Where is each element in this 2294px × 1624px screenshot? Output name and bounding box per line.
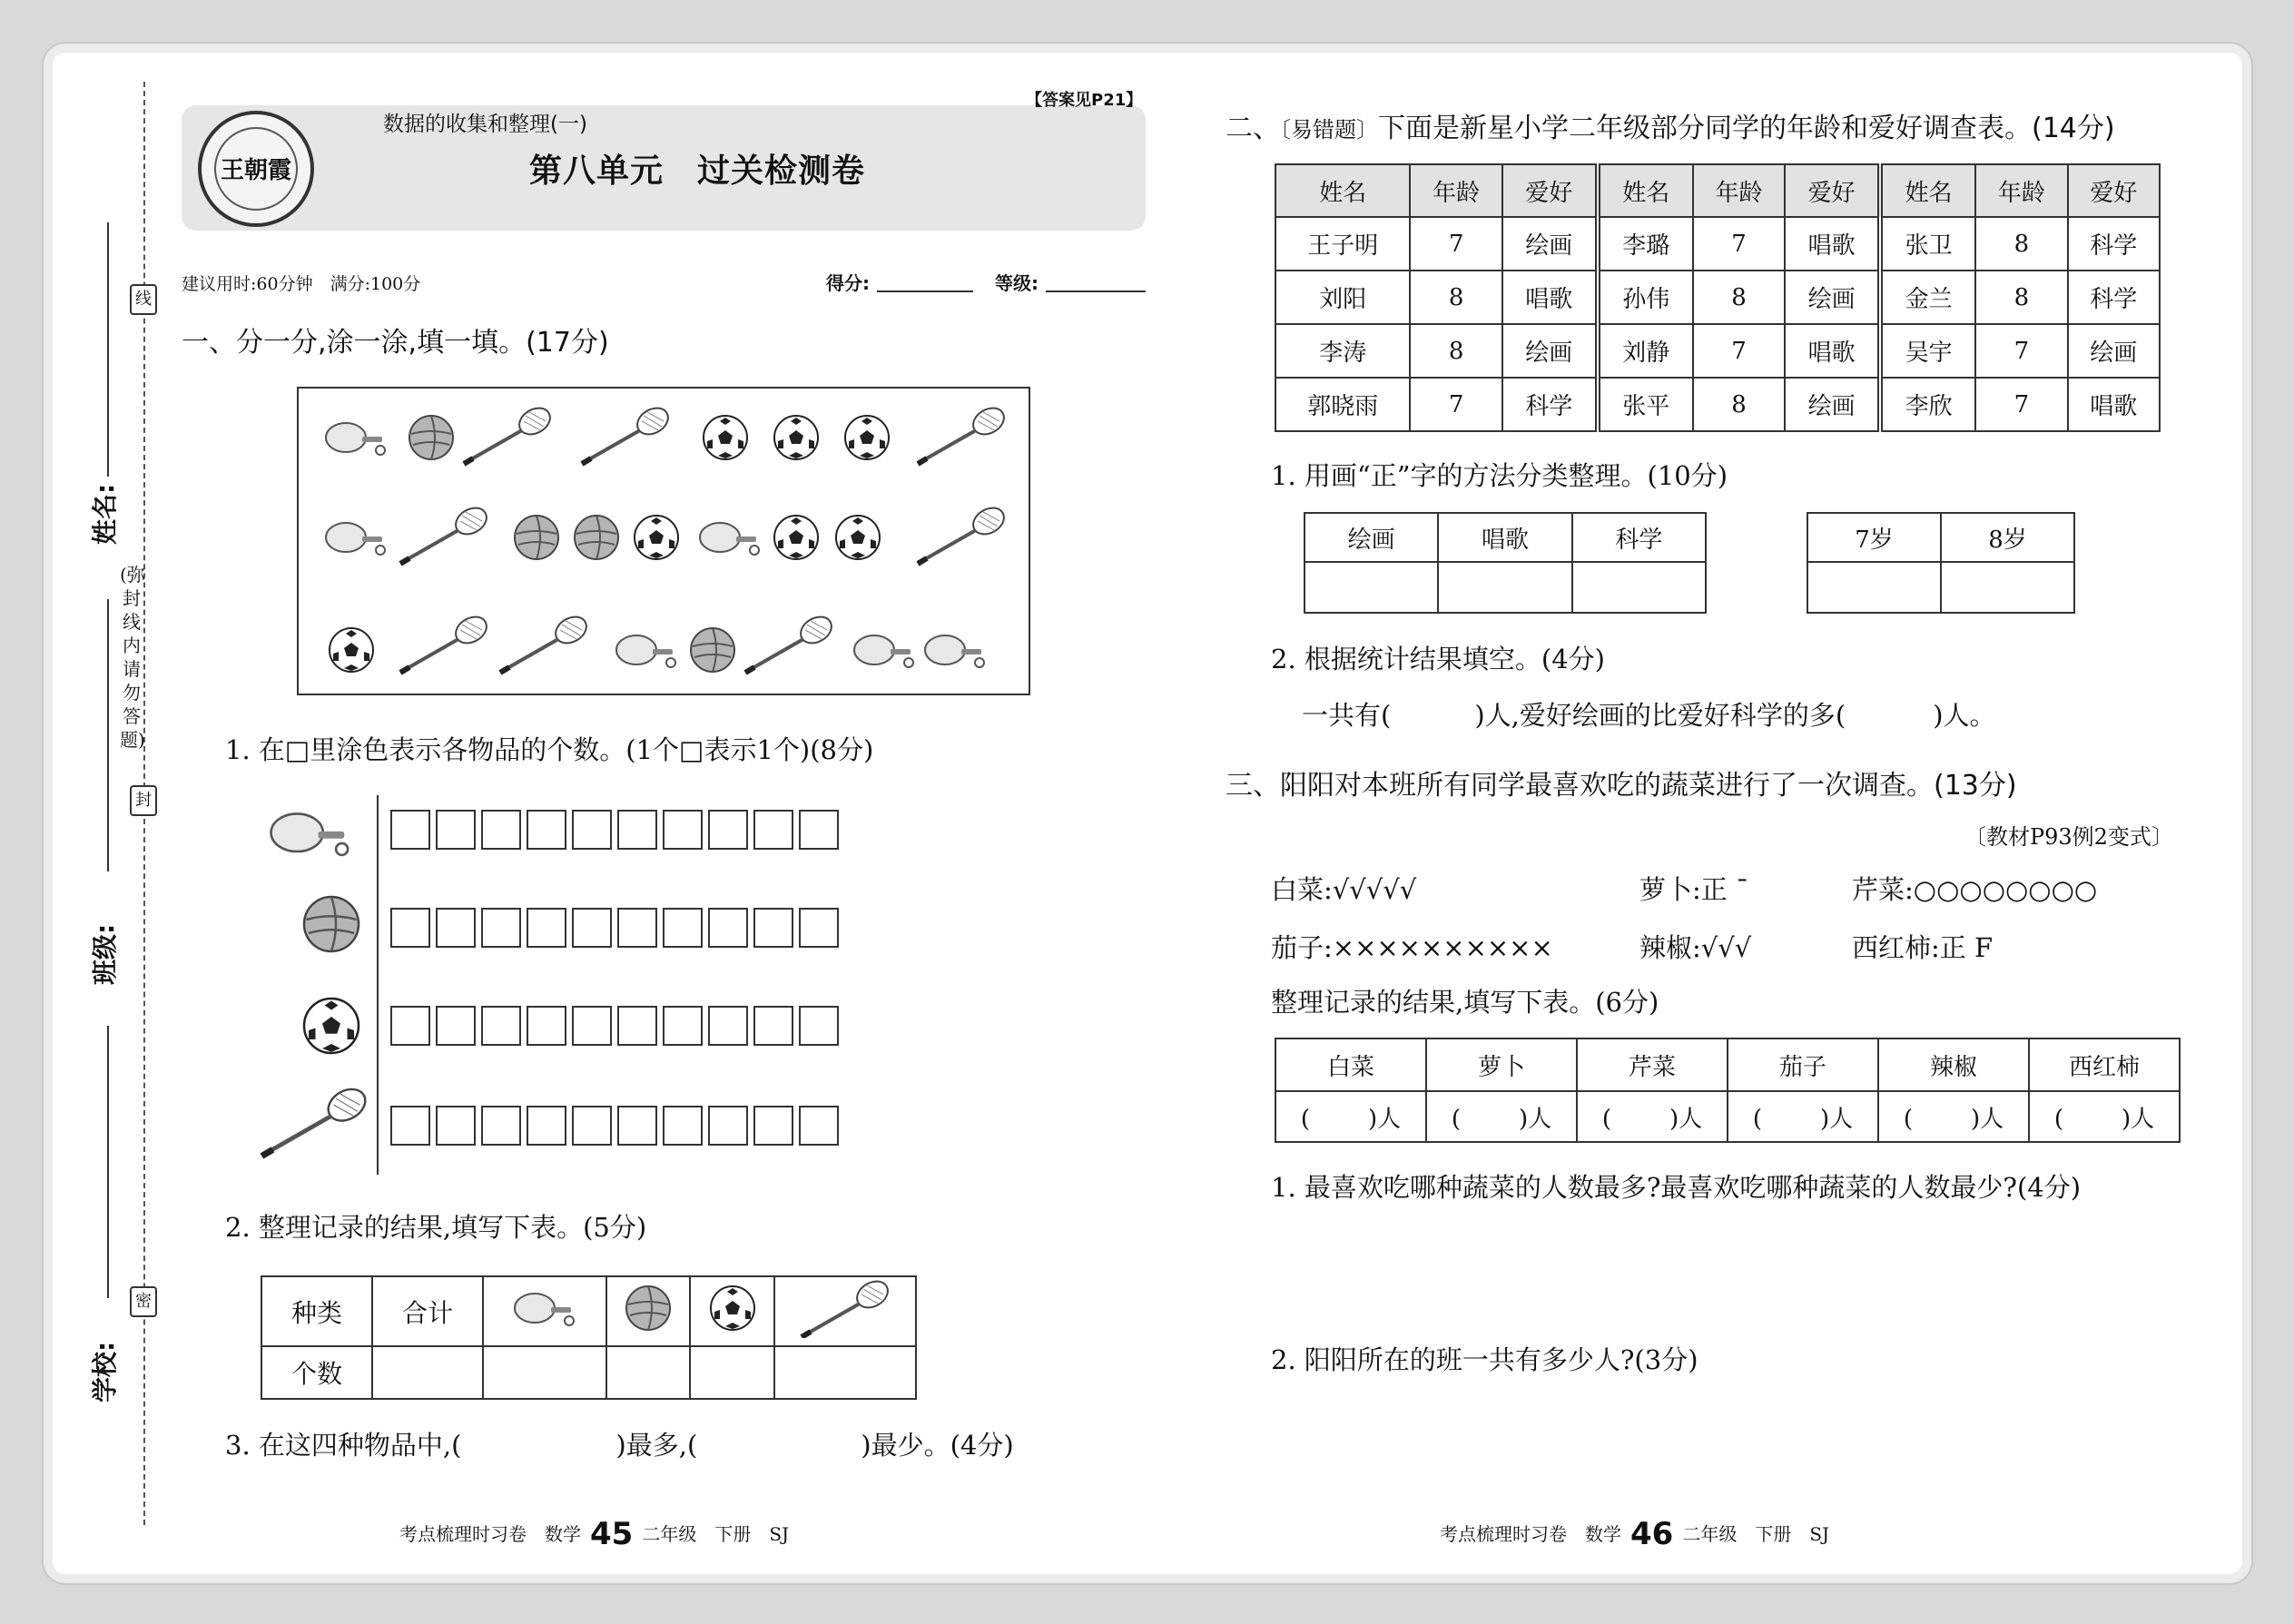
student-hobby: 绘画 — [1785, 378, 1880, 431]
hobby-science-header: 科学 — [1572, 513, 1706, 562]
dense-mark: 密 — [130, 1286, 157, 1317]
tally-box[interactable] — [390, 810, 430, 850]
total-header: 合计 — [372, 1276, 483, 1346]
class-write-line — [107, 599, 109, 871]
veg-label: 西红柿: — [1852, 932, 1940, 963]
answer-reference: 【答案见P21】 — [1026, 91, 1143, 110]
count-cell-badminton[interactable] — [774, 1346, 916, 1399]
veg-tomato-header: 西红柿 — [2029, 1038, 2180, 1091]
col-name: 姓名 — [1880, 164, 1975, 217]
tally-cell-age-8[interactable] — [1941, 562, 2074, 613]
vegetable-count-table — [1275, 1038, 2181, 1143]
badminton-header — [774, 1276, 916, 1346]
count-cell-soccer[interactable] — [690, 1346, 774, 1399]
veg-label: 萝卜: — [1639, 874, 1701, 905]
tally-box[interactable] — [799, 1006, 839, 1046]
student-age: 7 — [1975, 324, 2067, 378]
s2-question-1: 1. 用画“正”字的方法分类整理。(10分) — [1271, 460, 1728, 491]
tally-box[interactable] — [527, 908, 566, 948]
count-input-cell[interactable] — [2029, 1091, 2180, 1142]
school-label: 学校: — [90, 1341, 120, 1403]
age-hobby-survey-table — [1275, 163, 2161, 432]
items-picture — [299, 389, 1029, 694]
veg-label: 茄子: — [1271, 932, 1333, 963]
student-name: 金兰 — [1880, 271, 1975, 324]
tally-box[interactable] — [481, 810, 521, 850]
pingpong-paddle-icon — [504, 1286, 586, 1330]
table-row — [1275, 217, 2160, 271]
q3-part-a: 3. 在这四种物品中,( — [225, 1430, 462, 1461]
badminton-racket-icon — [798, 1278, 892, 1338]
veg-label: 白菜: — [1271, 874, 1333, 905]
student-age: 8 — [1975, 217, 2067, 271]
table-row — [1275, 271, 2160, 324]
right-footer — [1440, 1516, 1829, 1552]
paren-close-unit: )人 — [1368, 1105, 1402, 1133]
tally-marks: 正 ¯ — [1700, 874, 1749, 905]
student-hobby: 科学 — [2068, 271, 2160, 324]
q3-part-b: )最多,( — [615, 1430, 698, 1461]
pingpong-header — [483, 1276, 606, 1346]
tally-box[interactable] — [753, 1006, 793, 1046]
soccer-ball-icon — [296, 995, 369, 1058]
name-write-line — [107, 222, 109, 477]
textbook-source: 〔教材P93例2变式〕 — [1964, 824, 2173, 850]
count-input-cell[interactable] — [1878, 1091, 2029, 1142]
pictograph-axis — [377, 795, 379, 1175]
paren-open: ( — [1752, 1105, 1762, 1133]
time-score-info: 建议用时:60分钟 满分:100分 — [182, 274, 421, 294]
fill-part-c: )人。 — [1933, 700, 1996, 731]
student-name: 李涛 — [1275, 324, 1410, 378]
s1-question-1: 1. 在□里涂色表示各物品的个数。(1个□表示1个)(8分) — [225, 734, 874, 765]
tally-cell-science[interactable] — [1572, 562, 1706, 613]
col-age: 年龄 — [1693, 164, 1785, 217]
item-count-table — [261, 1275, 917, 1400]
student-hobby: 唱歌 — [2068, 378, 2160, 431]
tally-box[interactable] — [708, 1106, 748, 1146]
tally-box[interactable] — [617, 810, 657, 850]
fill-part-b: )人,爱好绘画的比爱好科学的多( — [1474, 700, 1846, 731]
basketball-tally-boxes — [390, 908, 839, 948]
tally-marks: ○○○○○○○○ — [1913, 874, 2098, 905]
unit-subtitle: 数据的收集和整理(一) — [383, 113, 587, 136]
hobby-painting-header: 绘画 — [1305, 513, 1438, 562]
student-age: 7 — [1693, 217, 1785, 271]
footer-suffix: 二年级 下册 SJ — [1682, 1523, 1830, 1545]
seal-note: (弥封线内请勿答题) — [120, 564, 145, 751]
tally-box[interactable] — [708, 1006, 748, 1046]
tally-box[interactable] — [799, 1106, 839, 1146]
tally-box[interactable] — [436, 1106, 476, 1146]
paren-close-unit: )人 — [1971, 1105, 2004, 1133]
type-header: 种类 — [261, 1276, 372, 1346]
age-8-header: 8岁 — [1941, 513, 2074, 562]
veg-label: 辣椒: — [1639, 932, 1701, 963]
tally-box[interactable] — [527, 1106, 566, 1146]
student-age: 7 — [1410, 378, 1501, 431]
left-footer — [399, 1516, 789, 1552]
col-hobby: 爱好 — [2068, 164, 2160, 217]
brand-logo — [198, 111, 314, 227]
section2-title — [1226, 105, 2115, 145]
veg-cabbage-header: 白菜 — [1275, 1038, 1426, 1091]
tally-box[interactable] — [572, 908, 612, 948]
paren-open: ( — [1601, 1105, 1611, 1133]
badminton-tally-boxes — [390, 1106, 839, 1146]
student-age: 7 — [1975, 378, 2067, 431]
veg-eggplant-header: 茄子 — [1728, 1038, 1878, 1091]
veg-celery-header: 芹菜 — [1577, 1038, 1728, 1091]
count-cell-total[interactable] — [372, 1346, 483, 1399]
tally-box[interactable] — [481, 1006, 521, 1046]
s1-question-2: 2. 整理记录的结果,填写下表。(5分) — [225, 1212, 647, 1243]
student-name: 王子明 — [1275, 217, 1410, 271]
col-age: 年龄 — [1975, 164, 2067, 217]
student-hobby: 绘画 — [1502, 324, 1598, 378]
tally-marks: √√√ — [1700, 932, 1752, 963]
s2-question-2: 2. 根据统计结果填空。(4分) — [1271, 644, 1605, 674]
paren-close-unit: )人 — [2122, 1105, 2155, 1133]
student-name: 刘静 — [1598, 324, 1693, 378]
count-input-cell[interactable] — [1728, 1091, 1878, 1142]
student-name: 李欣 — [1880, 378, 1975, 431]
student-hobby: 唱歌 — [1785, 217, 1880, 271]
items-picture-box — [297, 387, 1030, 695]
paren-open: ( — [1300, 1105, 1310, 1133]
count-cell-pingpong[interactable] — [483, 1346, 606, 1399]
student-age: 7 — [1410, 217, 1501, 271]
school-write-line — [107, 1026, 109, 1298]
tally-box[interactable] — [753, 908, 793, 948]
age-7-header: 7岁 — [1807, 513, 1941, 562]
student-name: 李璐 — [1598, 217, 1693, 271]
tally-cell-painting[interactable] — [1305, 562, 1438, 613]
paren-open: ( — [2053, 1105, 2063, 1133]
record-radish — [1639, 870, 1749, 907]
tally-box[interactable] — [572, 810, 612, 850]
tally-box[interactable] — [663, 1106, 703, 1146]
tally-box[interactable] — [663, 810, 703, 850]
student-name: 刘阳 — [1275, 271, 1410, 324]
student-age: 8 — [1410, 271, 1501, 324]
tally-box[interactable] — [436, 810, 476, 850]
table-row — [1275, 324, 2160, 378]
student-name: 郭晓雨 — [1275, 378, 1410, 431]
tally-box[interactable] — [390, 1106, 430, 1146]
s2-number: 二、 — [1226, 113, 1280, 144]
pingpong-paddle-icon — [269, 804, 369, 859]
tally-box[interactable] — [708, 810, 748, 850]
student-name: 张卫 — [1880, 217, 1975, 271]
pingpong-tally-boxes — [390, 810, 839, 850]
student-hobby: 绘画 — [2068, 324, 2160, 378]
soccer-ball-icon — [705, 1284, 760, 1332]
veg-radish-header: 萝卜 — [1426, 1038, 1577, 1091]
student-age: 8 — [1410, 324, 1501, 378]
page-number: 45 — [590, 1516, 634, 1552]
veg-pepper-header: 辣椒 — [1878, 1038, 2029, 1091]
logo-text: 王朝霞 — [214, 127, 298, 211]
age-tally-table — [1807, 512, 2075, 614]
table-row — [1275, 378, 2160, 431]
soccer-header — [690, 1276, 774, 1346]
col-hobby: 爱好 — [1785, 164, 1880, 217]
hobby-singing-header: 唱歌 — [1438, 513, 1571, 562]
s3-question-2: 2. 阳阳所在的班一共有多少人?(3分) — [1271, 1344, 1698, 1375]
record-cabbage — [1271, 870, 1416, 907]
tally-box[interactable] — [663, 1006, 703, 1046]
veg-label: 芹菜: — [1852, 874, 1914, 905]
student-hobby: 唱歌 — [1785, 324, 1880, 378]
student-age: 8 — [1975, 271, 2067, 324]
tally-marks: √√√√√ — [1332, 874, 1417, 905]
tally-box[interactable] — [527, 1006, 566, 1046]
count-input-cell[interactable] — [1577, 1091, 1728, 1142]
s1-question-3 — [225, 1425, 1014, 1462]
record-eggplant — [1271, 928, 1553, 965]
count-input-cell[interactable] — [1275, 1091, 1426, 1142]
student-age: 8 — [1693, 378, 1785, 431]
footer-suffix: 二年级 下册 SJ — [642, 1523, 790, 1545]
tally-box[interactable] — [799, 908, 839, 948]
hobby-tally-table — [1304, 512, 1707, 614]
seal-mark: 封 — [130, 785, 157, 816]
student-hobby: 唱歌 — [1502, 271, 1598, 324]
paren-open: ( — [1451, 1105, 1461, 1133]
tally-box[interactable] — [390, 1006, 430, 1046]
grade-label: 等级: — [995, 272, 1039, 294]
section1-title: 一、分一分,涂一涂,填一填。(17分) — [182, 327, 609, 359]
tally-marks: 正 F — [1939, 932, 1994, 963]
footer-prefix: 考点梳理时习卷 数学 — [399, 1523, 581, 1545]
error-prone-tag: 〔易错题〕 — [1280, 117, 1378, 143]
tally-box[interactable] — [753, 1106, 793, 1146]
student-name: 孙伟 — [1598, 271, 1693, 324]
count-input-cell[interactable] — [1426, 1091, 1577, 1142]
student-hobby: 科学 — [2068, 217, 2160, 271]
student-hobby: 绘画 — [1785, 271, 1880, 324]
student-age: 8 — [1693, 271, 1785, 324]
col-hobby: 爱好 — [1502, 164, 1598, 217]
col-age: 年龄 — [1410, 164, 1501, 217]
line-mark: 线 — [130, 284, 157, 315]
section3-title: 三、阳阳对本班所有同学最喜欢吃的蔬菜进行了一次调查。(13分) — [1226, 770, 2017, 802]
page-title: 第八单元 过关检测卷 — [529, 153, 866, 190]
tally-box[interactable] — [481, 908, 521, 948]
student-hobby: 绘画 — [1502, 217, 1598, 271]
fill-part-a: 一共有( — [1302, 700, 1392, 731]
basketball-header — [606, 1276, 691, 1346]
tally-box[interactable] — [572, 1006, 612, 1046]
paren-close-unit: )人 — [1820, 1105, 1854, 1133]
tally-box[interactable] — [617, 1006, 657, 1046]
name-label: 姓名: — [90, 483, 120, 545]
tally-box[interactable] — [753, 810, 793, 850]
paren-open: ( — [1903, 1105, 1913, 1133]
record-pepper — [1639, 928, 1751, 965]
soccer-tally-boxes — [390, 1006, 839, 1046]
col-name: 姓名 — [1275, 164, 1410, 217]
score-field[interactable] — [877, 290, 973, 292]
count-cell-basketball[interactable] — [606, 1346, 691, 1399]
student-name: 张平 — [1598, 378, 1693, 431]
tally-box[interactable] — [481, 1106, 521, 1146]
s2-fill-sentence — [1302, 695, 1996, 733]
tally-box[interactable] — [617, 908, 657, 948]
tally-cell-singing[interactable] — [1438, 562, 1571, 613]
q3-part-c: )最少。(4分) — [861, 1430, 1014, 1461]
page-number: 46 — [1630, 1516, 1674, 1552]
footer-prefix: 考点梳理时习卷 数学 — [1440, 1523, 1621, 1545]
s3-answer-area-1[interactable] — [1271, 1216, 2179, 1325]
paren-close-unit: )人 — [1669, 1105, 1703, 1133]
tally-box[interactable] — [663, 908, 703, 948]
tally-box[interactable] — [436, 908, 476, 948]
student-name: 吴宇 — [1880, 324, 1975, 378]
tally-box[interactable] — [436, 1006, 476, 1046]
s3-question-1: 1. 最喜欢吃哪种蔬菜的人数最多?最喜欢吃哪种蔬菜的人数最少?(4分) — [1271, 1172, 2082, 1203]
s3-answer-area-2[interactable] — [1271, 1389, 2179, 1489]
tally-box[interactable] — [708, 908, 748, 948]
record-celery — [1852, 870, 2097, 907]
score-label: 得分: — [826, 272, 870, 294]
student-hobby: 科学 — [1502, 378, 1598, 431]
basketball-icon — [296, 893, 369, 957]
count-row-label: 个数 — [261, 1346, 372, 1399]
tally-box[interactable] — [617, 1106, 657, 1146]
record-tomato — [1852, 928, 1993, 965]
s3-instruction: 整理记录的结果,填写下表。(6分) — [1271, 987, 1659, 1018]
badminton-racket-icon — [258, 1084, 370, 1166]
grade-field[interactable] — [1046, 290, 1146, 292]
paren-close-unit: )人 — [1519, 1105, 1552, 1133]
class-label: 班级: — [90, 923, 120, 985]
tally-box[interactable] — [572, 1106, 612, 1146]
s2-title-text: 下面是新星小学二年级部分同学的年龄和爱好调查表。(14分) — [1378, 113, 2115, 144]
student-age: 7 — [1693, 324, 1785, 378]
tally-marks: ×××××××××× — [1332, 932, 1553, 963]
tally-box[interactable] — [390, 908, 430, 948]
col-name: 姓名 — [1598, 164, 1693, 217]
tally-cell-age-7[interactable] — [1807, 562, 1941, 613]
tally-box[interactable] — [799, 810, 839, 850]
basketball-icon — [621, 1284, 675, 1332]
tally-box[interactable] — [527, 810, 566, 850]
